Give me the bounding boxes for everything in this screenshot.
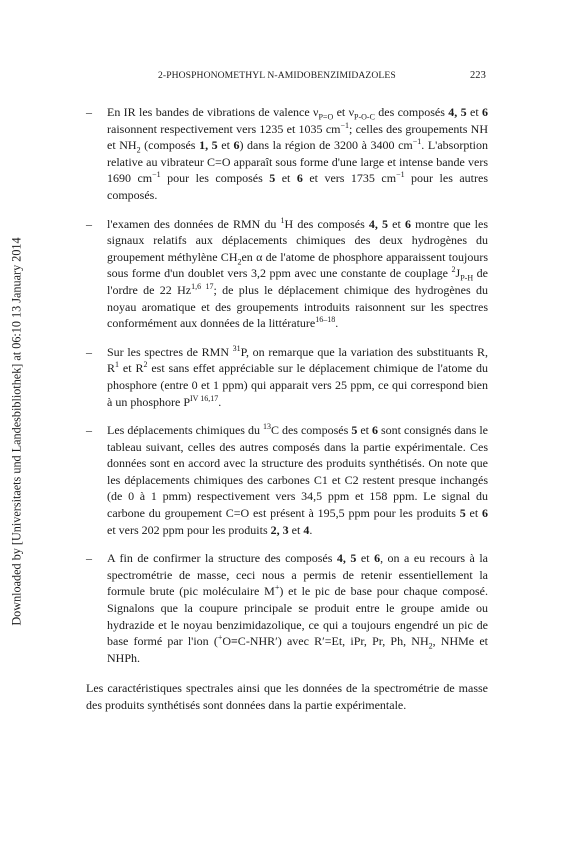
text-run: . xyxy=(218,394,222,409)
closing-paragraph: Les caractéristiques spectrales ainsi que les données de la spectrométrie de masse des produits synthétisés sont données dans la partie expérimentale. xyxy=(86,681,488,712)
compound-number: 5 xyxy=(459,506,466,521)
text-run: et xyxy=(465,506,482,521)
compound-number: 5 xyxy=(351,423,358,438)
running-header-title: 2-PHOSPHONOMETHYL N-AMIDOBENZIMIDAZOLES xyxy=(158,70,396,81)
text-run: l'examen des données de RMN du xyxy=(107,216,281,231)
text-run: et xyxy=(288,522,304,537)
script-text: −1 xyxy=(152,170,161,180)
text-run: raisonnent respectivement vers 1235 et 1035 cm xyxy=(107,121,341,136)
text-run: et vers 202 ppm pour les produits xyxy=(107,522,271,537)
script-text: 2 xyxy=(428,641,433,651)
compound-number: 6 xyxy=(233,138,240,153)
script-text: P-H xyxy=(460,273,474,283)
list-dash: – xyxy=(86,216,92,231)
compound-number: 6 xyxy=(371,423,378,438)
list-item xyxy=(86,422,488,538)
list-item xyxy=(86,104,488,204)
text-run: , NHMe et NHPh. xyxy=(107,634,488,665)
text-run: et xyxy=(466,105,482,119)
text-run: ; celles des groupements NH et NH xyxy=(107,121,488,153)
text-run: des composés xyxy=(374,105,449,119)
text-run: . L'absorption relative au vibrateur C=O apparaît sous forme d'une large et intense bande vers 1690 cm xyxy=(107,138,488,186)
script-text: −1 xyxy=(340,120,349,130)
script-text: −1 xyxy=(412,137,422,147)
compound-number: 4, 5 xyxy=(336,551,357,566)
list-dash: – xyxy=(86,423,92,438)
compound-number: 4 xyxy=(303,522,310,537)
text-run: En IR les bandes de vibrations de valence ν xyxy=(107,105,319,119)
list-item xyxy=(86,344,488,410)
compound-number: 6 xyxy=(296,171,303,186)
download-watermark: Downloaded by [Universitaets und Landesbibliothek] at 06:10 13 January 2014 xyxy=(9,237,24,626)
bullet-list xyxy=(86,104,488,666)
compound-number: 6 xyxy=(374,551,381,566)
script-text: 1,6 17 xyxy=(191,281,214,291)
text-run: et xyxy=(388,216,405,231)
text-run: et xyxy=(357,423,372,438)
text-run: sont consignés dans le tableau suivant, celles des autres composés dans la partie expérimentale. Ces données sont en accord avec la structure des produits synthétisés. On note que les déplacements chimiques des carbones C1 et C2 restent presque inchangés (de 0 à 1 pmm) respectivement vers 34,5 ppm et 158 ppm. Le signal du carbone du groupement C=O est présent à 195,5 ppm pour les produits xyxy=(107,423,488,521)
script-text: 1 xyxy=(280,215,285,225)
page-body xyxy=(86,104,488,726)
text-run: et xyxy=(356,551,375,566)
text-run: pour les composés xyxy=(160,171,270,186)
script-text: 16–18 xyxy=(315,315,336,325)
compound-number: 2, 3 xyxy=(270,522,289,537)
list-item xyxy=(86,216,488,332)
list-item-text xyxy=(107,422,488,538)
script-text: 2 xyxy=(136,145,141,155)
script-text: P-O-C xyxy=(354,112,375,122)
script-text: P=O xyxy=(318,112,334,122)
text-run: Sur les spectres de RMN xyxy=(107,344,233,359)
text-run: J xyxy=(455,266,461,281)
text-run: H des composés xyxy=(284,216,369,231)
list-item-text xyxy=(107,550,488,666)
text-run: (composés xyxy=(140,138,200,153)
text-run: . xyxy=(335,316,339,331)
script-text: 31 xyxy=(232,343,241,353)
list-dash: – xyxy=(86,551,92,566)
running-header xyxy=(86,70,488,84)
text-run: . xyxy=(309,522,313,537)
compound-number: 1, 5 xyxy=(199,138,218,153)
compound-number: 4, 5 xyxy=(368,216,389,231)
text-run: et vers 1735 cm xyxy=(302,171,397,186)
text-run: et xyxy=(275,171,297,186)
text-run: et xyxy=(217,138,234,153)
page-number: 223 xyxy=(469,70,486,81)
script-text: 2 xyxy=(237,257,242,267)
script-text: IV 16,17 xyxy=(190,393,219,403)
text-run: A fin de confirmer la structure des composés xyxy=(107,551,337,566)
script-text: 2 xyxy=(451,265,456,275)
text-run: et ν xyxy=(333,105,355,119)
text-run: montre que les signaux relatifs aux déplacements chimiques des deux hydrogènes du groupement méthylène CH xyxy=(107,216,488,264)
script-text: + xyxy=(274,583,280,593)
text-run: ) dans la région de 3200 à 3400 cm xyxy=(239,138,413,153)
text-run: ; de plus le déplacement chimique des hydrogènes du noyau aromatique et des groupements introduits raisonnent sur les spectres conformément aux données de la littérature xyxy=(107,282,488,331)
list-item xyxy=(86,550,488,666)
compound-number: 6 xyxy=(482,105,488,119)
compound-number: 6 xyxy=(404,216,411,231)
text-run: C des composés xyxy=(270,423,352,438)
list-item-text xyxy=(107,344,488,410)
script-text: 13 xyxy=(262,422,271,432)
list-item-text xyxy=(107,104,488,204)
list-item-text xyxy=(107,216,488,332)
text-run: P, on remarque que la variation des substituants R, R xyxy=(107,344,488,376)
script-text: 2 xyxy=(143,360,148,370)
text-run: de l'ordre de 22 Hz xyxy=(107,266,489,297)
compound-number: 5 xyxy=(269,171,276,186)
compound-number: 6 xyxy=(482,506,488,521)
download-watermark-strip xyxy=(0,0,34,864)
compound-number: 4, 5 xyxy=(448,105,467,119)
text-run: en α de l'atome de phosphore apparaissent toujours sous forme d'un doublet vers 3,2 ppm avec une constante de couplage xyxy=(107,249,488,281)
text-run: , on a eu recours à la spectrométrie de masse, ceci nous a permis de retenir essentiellement la formule brute (pic moléculaire M xyxy=(107,551,488,599)
text-run: pour les autres composés. xyxy=(107,171,488,202)
text-run: O≡C-NHR′) avec R′=Et, iPr, Pr, Ph, NH xyxy=(222,634,429,649)
script-text: + xyxy=(217,633,223,643)
list-dash: – xyxy=(86,344,92,359)
text-run: et R xyxy=(119,361,144,376)
script-text: −1 xyxy=(396,170,405,180)
text-run: Les déplacements chimiques du xyxy=(107,423,263,438)
list-dash: – xyxy=(86,105,92,119)
script-text: 1 xyxy=(115,360,120,370)
text-run: ) et le pic de base pour chaque composé. Signalons que la coupure principale se produit entre le groupe amide ou hydrazide et le noyau benzimidazolique, ce qui a toujours engendré un pic de base formé par l'ion ( xyxy=(107,584,488,649)
text-run: est sans effet appréciable sur le déplacement chimique de l'atome du phosphore (entre 0 et 1 ppm) qui apparait vers 25 ppm, ce qui correspond bien à un phosphore P xyxy=(107,361,488,409)
